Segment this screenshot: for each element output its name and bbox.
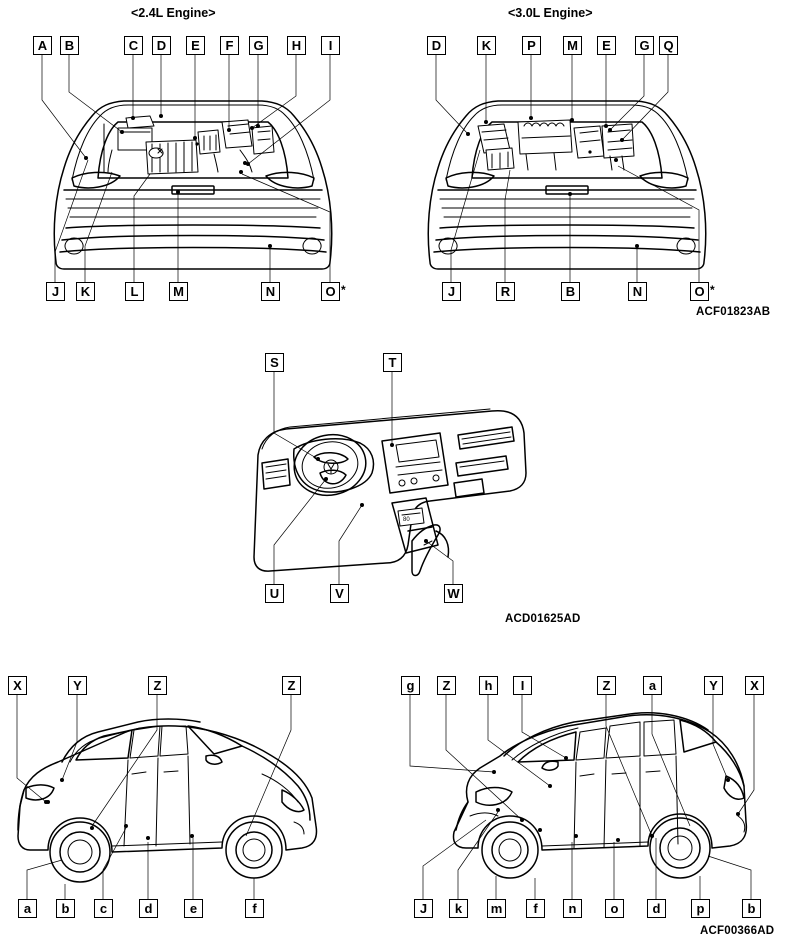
callout-r: R: [496, 282, 515, 301]
figure-title-3-0l: <3.0L Engine>: [508, 6, 593, 20]
callout-v: V: [330, 584, 349, 603]
callout-e: E: [186, 36, 205, 55]
callout-n: N: [261, 282, 280, 301]
figure-instrument-panel: [200, 345, 600, 635]
callout-b: B: [60, 36, 79, 55]
callout-k: K: [477, 36, 496, 55]
callout-e: E: [597, 36, 616, 55]
callout-z-1: Z: [437, 676, 456, 695]
callout-j: J: [46, 282, 65, 301]
callout-h-lc: h: [479, 676, 498, 695]
callout-f-lc: f: [245, 899, 264, 918]
callout-b: B: [561, 282, 580, 301]
figure-title-2-4l: <2.4L Engine>: [131, 6, 216, 20]
callout-h: H: [287, 36, 306, 55]
callout-o-asterisk: *: [341, 283, 346, 297]
callout-n: N: [628, 282, 647, 301]
callout-u: U: [265, 584, 284, 603]
callout-z-2: Z: [282, 676, 301, 695]
callout-m-lc: m: [487, 899, 506, 918]
callout-g: G: [249, 36, 268, 55]
figure-code-acd01625ad: ACD01625AD: [505, 613, 581, 625]
callout-o: O: [690, 282, 709, 301]
callout-i: I: [321, 36, 340, 55]
callout-a: A: [33, 36, 52, 55]
callout-o: O: [321, 282, 340, 301]
figure-engine-compartment-3-0l: [394, 0, 788, 320]
callout-o-lc: o: [605, 899, 624, 918]
callout-z-2: Z: [597, 676, 616, 695]
callout-p: P: [522, 36, 541, 55]
figure-code-acf00366ad: ACF00366AD: [700, 925, 775, 937]
callout-m: M: [563, 36, 582, 55]
figure-vehicle-left-front-view: [0, 670, 340, 944]
figure-engine-compartment-2-4l: [0, 0, 394, 320]
callout-f-lc: f: [526, 899, 545, 918]
callout-m: M: [169, 282, 188, 301]
callout-n-lc: n: [563, 899, 582, 918]
callout-y: Y: [68, 676, 87, 695]
callout-k: K: [76, 282, 95, 301]
callout-b-lc: b: [56, 899, 75, 918]
callout-j-uc: J: [414, 899, 433, 918]
callout-b-lc: b: [742, 899, 761, 918]
svg-text:80: 80: [403, 517, 410, 523]
callout-d: D: [152, 36, 171, 55]
figure-vehicle-left-rear-view: [390, 670, 788, 944]
callout-g: G: [635, 36, 654, 55]
callout-c: C: [124, 36, 143, 55]
callout-x-uc: X: [745, 676, 764, 695]
callout-q: Q: [659, 36, 678, 55]
callout-y-uc: Y: [704, 676, 723, 695]
callout-s: S: [265, 353, 284, 372]
callout-d-lc: d: [647, 899, 666, 918]
callout-t: T: [383, 353, 402, 372]
callout-a-lc: a: [18, 899, 37, 918]
callout-d: D: [427, 36, 446, 55]
callout-i-uc: I: [513, 676, 532, 695]
callout-j: J: [442, 282, 461, 301]
callout-z-1: Z: [148, 676, 167, 695]
callout-d-lc: d: [139, 899, 158, 918]
callout-c-lc: c: [94, 899, 113, 918]
callout-x: X: [8, 676, 27, 695]
callout-g-lc: g: [401, 676, 420, 695]
callout-e-lc: e: [184, 899, 203, 918]
callout-w: W: [444, 584, 463, 603]
callout-a-lc: a: [643, 676, 662, 695]
figure-code-acf01823ab: ACF01823AB: [696, 306, 771, 318]
callout-l: L: [125, 282, 144, 301]
callout-o-asterisk: *: [710, 283, 715, 297]
callout-f: F: [220, 36, 239, 55]
callout-p-lc: p: [691, 899, 710, 918]
callout-k-lc: k: [449, 899, 468, 918]
